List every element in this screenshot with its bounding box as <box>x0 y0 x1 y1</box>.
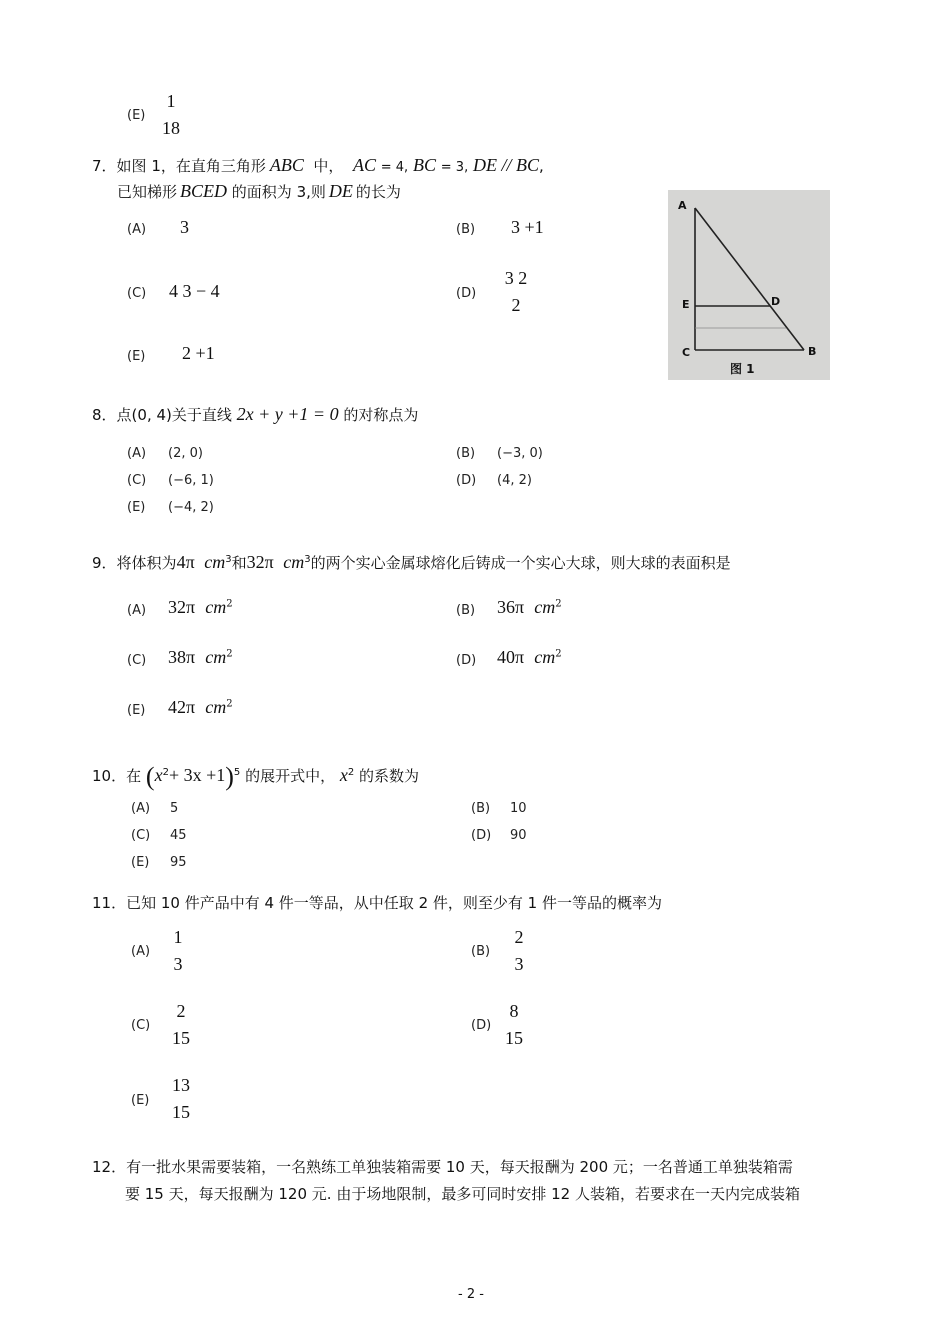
unit: cm <box>283 552 305 572</box>
q7-option-b-text: 3 +1 <box>511 217 544 237</box>
q7-text-b: 的面积为 3,则 <box>231 183 326 201</box>
q7-option-c-text: 4 3 − 4 <box>169 281 220 301</box>
q7-option-e-text: 2 +1 <box>182 343 215 363</box>
q11-option-e-fraction <box>166 1072 196 1126</box>
q9-option-b-text <box>497 597 562 618</box>
question-number: 10． <box>92 767 127 785</box>
question-number: 8． <box>92 406 117 424</box>
q9-option-e-label: (E) <box>127 703 146 718</box>
q8-text-b: 的对称点为 <box>343 406 419 424</box>
question-number: 11． <box>92 894 127 912</box>
q10-stem <box>92 762 419 792</box>
q8-option-a-label: (A) <box>127 446 147 461</box>
question-number: 12． <box>92 1158 127 1176</box>
q9-text-c: 的两个实心金属球熔化后铸成一个实心大球，则大球的表面积是 <box>310 554 731 572</box>
question-number: 7． <box>92 157 117 175</box>
q8-option-c-text: (−6, 1) <box>168 473 214 488</box>
fraction-denominator: 15 <box>172 1028 190 1048</box>
q8-option-c-label: (C) <box>127 473 147 488</box>
q11-option-e-label: (E) <box>131 1093 150 1108</box>
paren-open: ( <box>145 762 155 791</box>
q7-text-c: 的长为 <box>355 183 401 201</box>
q7-option-d-fraction <box>496 265 536 319</box>
page-number: - 2 - <box>458 1287 484 1302</box>
parallel-condition: DE // BC <box>473 155 539 175</box>
fraction-numerator: 3 2 <box>504 268 528 288</box>
q7-option-a-label: (A) <box>127 222 147 237</box>
vertex-label-a: A <box>678 199 687 212</box>
q12-line2: 要 15 天，每天报酬为 120 元. 由于场地限制，最多可同时安排 12 人装箱，若要求在一天内完成装箱 <box>125 1185 800 1203</box>
vertex-label-e: E <box>682 298 690 311</box>
q11-option-a-fraction <box>164 924 192 978</box>
unit: cm <box>205 647 227 667</box>
q10-option-a-label: (A) <box>131 801 151 816</box>
q7-line2 <box>117 181 401 202</box>
exponent: 2 <box>555 598 562 610</box>
fraction-numerator: 13 <box>172 1075 190 1095</box>
q8-option-b-text: (−3, 0) <box>497 446 543 461</box>
triangle-name: ABC <box>269 155 304 175</box>
paren-close: ) <box>225 762 234 791</box>
fraction-numerator: 1 <box>173 927 183 947</box>
fraction-numerator: 2 <box>176 1001 186 1021</box>
q10-option-e-label: (E) <box>131 855 150 870</box>
q7-option-e-label: (E) <box>127 349 146 364</box>
fraction-denominator: 3 <box>173 954 183 974</box>
value: 32π <box>168 597 196 617</box>
fraction-denominator: 15 <box>505 1028 523 1048</box>
q11-option-d-fraction <box>499 998 529 1052</box>
q9-text-b: 和 <box>231 554 247 572</box>
exponent: 3 <box>225 554 232 565</box>
comma: , <box>539 157 544 175</box>
q10-option-c-text: 45 <box>170 828 187 843</box>
exponent: 2 <box>555 648 562 660</box>
fraction-numerator: 8 <box>509 1001 519 1021</box>
figure-caption: 图 1 <box>730 362 755 376</box>
fraction-numerator: 1 <box>166 91 176 111</box>
q10-option-a-text: 5 <box>170 801 179 816</box>
q10-option-d-label: (D) <box>471 828 492 843</box>
q9-option-e-text <box>168 697 233 718</box>
unit: cm <box>205 597 227 617</box>
side-ac: AC <box>352 155 376 175</box>
q9-option-d-label: (D) <box>456 653 477 668</box>
q8-option-d-label: (D) <box>456 473 477 488</box>
unit: cm <box>205 697 227 717</box>
exponent: 3 <box>304 554 311 565</box>
q9-stem <box>92 552 731 573</box>
figure-1-triangle <box>668 190 830 380</box>
q12-line1 <box>92 1156 793 1177</box>
exponent: 2 <box>226 648 233 660</box>
variable-x: x <box>154 765 163 785</box>
q8-option-d-text: (4, 2) <box>497 473 532 488</box>
volume-2: 32π <box>246 552 274 572</box>
q6-option-e-label: (E) <box>127 108 146 123</box>
vertex-label-d: D <box>771 295 781 308</box>
unit: cm <box>204 552 226 572</box>
q9-text: 将体积为 <box>116 554 177 572</box>
vertex-label-c: C <box>682 346 691 359</box>
q10-text-c: 的系数为 <box>359 767 420 785</box>
q9-option-b-label: (B) <box>456 603 476 618</box>
unit: cm <box>534 597 556 617</box>
q9-option-d-text <box>497 647 562 668</box>
q10-option-d-text: 90 <box>510 828 527 843</box>
q9-option-c-text <box>168 647 233 668</box>
q9-option-a-text <box>168 597 233 618</box>
variable-x: x <box>339 765 348 785</box>
q12-text: 有一批水果需要装箱，一名熟练工单独装箱需要 10 天，每天报酬为 200 元；一名普通工单独装箱需 <box>126 1158 793 1176</box>
value: 42π <box>168 697 196 717</box>
value: 38π <box>168 647 196 667</box>
value: 36π <box>497 597 525 617</box>
q7-text: 如图 1，在直角三角形 <box>116 157 266 175</box>
fraction-denominator: 3 <box>514 954 524 974</box>
trapezoid-name: BCED <box>180 181 228 201</box>
fraction-denominator: 18 <box>162 118 180 138</box>
q7-option-a-text: 3 <box>180 217 189 237</box>
exponent: 2 <box>347 767 355 778</box>
q8-option-b-label: (B) <box>456 446 476 461</box>
q11-option-c-fraction <box>166 998 196 1052</box>
ac-value: = 4, <box>380 160 409 175</box>
side-ab-line <box>695 208 804 350</box>
side-de: DE <box>328 181 353 201</box>
q11-option-b-label: (B) <box>471 944 491 959</box>
q8-stem <box>92 404 418 425</box>
line-equation: 2x + y +1 = 0 <box>236 404 339 424</box>
q10-text: 在 <box>126 767 142 785</box>
q10-text-b: 的展开式中， <box>245 767 336 785</box>
q8-text: 点(0, 4)关于直线 <box>116 406 232 424</box>
fraction-numerator: 2 <box>514 927 524 947</box>
q8-option-e-text: (−4, 2) <box>168 500 214 515</box>
q8-option-e-label: (E) <box>127 500 146 515</box>
q8-option-a-text: (2, 0) <box>168 446 203 461</box>
fraction-denominator: 15 <box>172 1102 190 1122</box>
side-bc: BC <box>412 155 436 175</box>
unit: cm <box>534 647 556 667</box>
exponent: 2 <box>226 698 233 710</box>
q11-option-c-label: (C) <box>131 1018 151 1033</box>
q7-option-d-label: (D) <box>456 286 477 301</box>
q11-text: 已知 10 件产品中有 4 件一等品，从中任取 2 件，则至少有 1 件一等品的概率为 <box>126 894 662 912</box>
q10-option-b-label: (B) <box>471 801 491 816</box>
q6-option-e-fraction <box>158 88 184 142</box>
q11-option-a-label: (A) <box>131 944 151 959</box>
value: 40π <box>497 647 525 667</box>
exponent: 2 <box>162 767 169 778</box>
exponent: 5 <box>233 767 241 778</box>
polynomial-rest: + 3x +1 <box>168 765 226 785</box>
q10-option-b-text: 10 <box>510 801 527 816</box>
q11-stem <box>92 892 662 913</box>
q7-text: 已知梯形 <box>117 183 178 201</box>
q11-option-b-fraction <box>505 924 533 978</box>
vertex-label-b: B <box>808 345 817 358</box>
q7-option-b-label: (B) <box>456 222 476 237</box>
q7-text-b: 中， <box>313 157 344 175</box>
volume-1: 4π <box>176 552 195 572</box>
q9-option-a-label: (A) <box>127 603 147 618</box>
q11-option-d-label: (D) <box>471 1018 492 1033</box>
q10-option-c-label: (C) <box>131 828 151 843</box>
fraction-denominator: 2 <box>511 295 521 315</box>
q10-option-e-text: 95 <box>170 855 187 870</box>
exponent: 2 <box>226 598 233 610</box>
q7-option-c-label: (C) <box>127 286 147 301</box>
bc-value: = 3, <box>440 160 469 175</box>
triangle-diagram <box>668 190 830 380</box>
q9-option-c-label: (C) <box>127 653 147 668</box>
q7-line1 <box>92 155 544 176</box>
question-number: 9． <box>92 554 117 572</box>
